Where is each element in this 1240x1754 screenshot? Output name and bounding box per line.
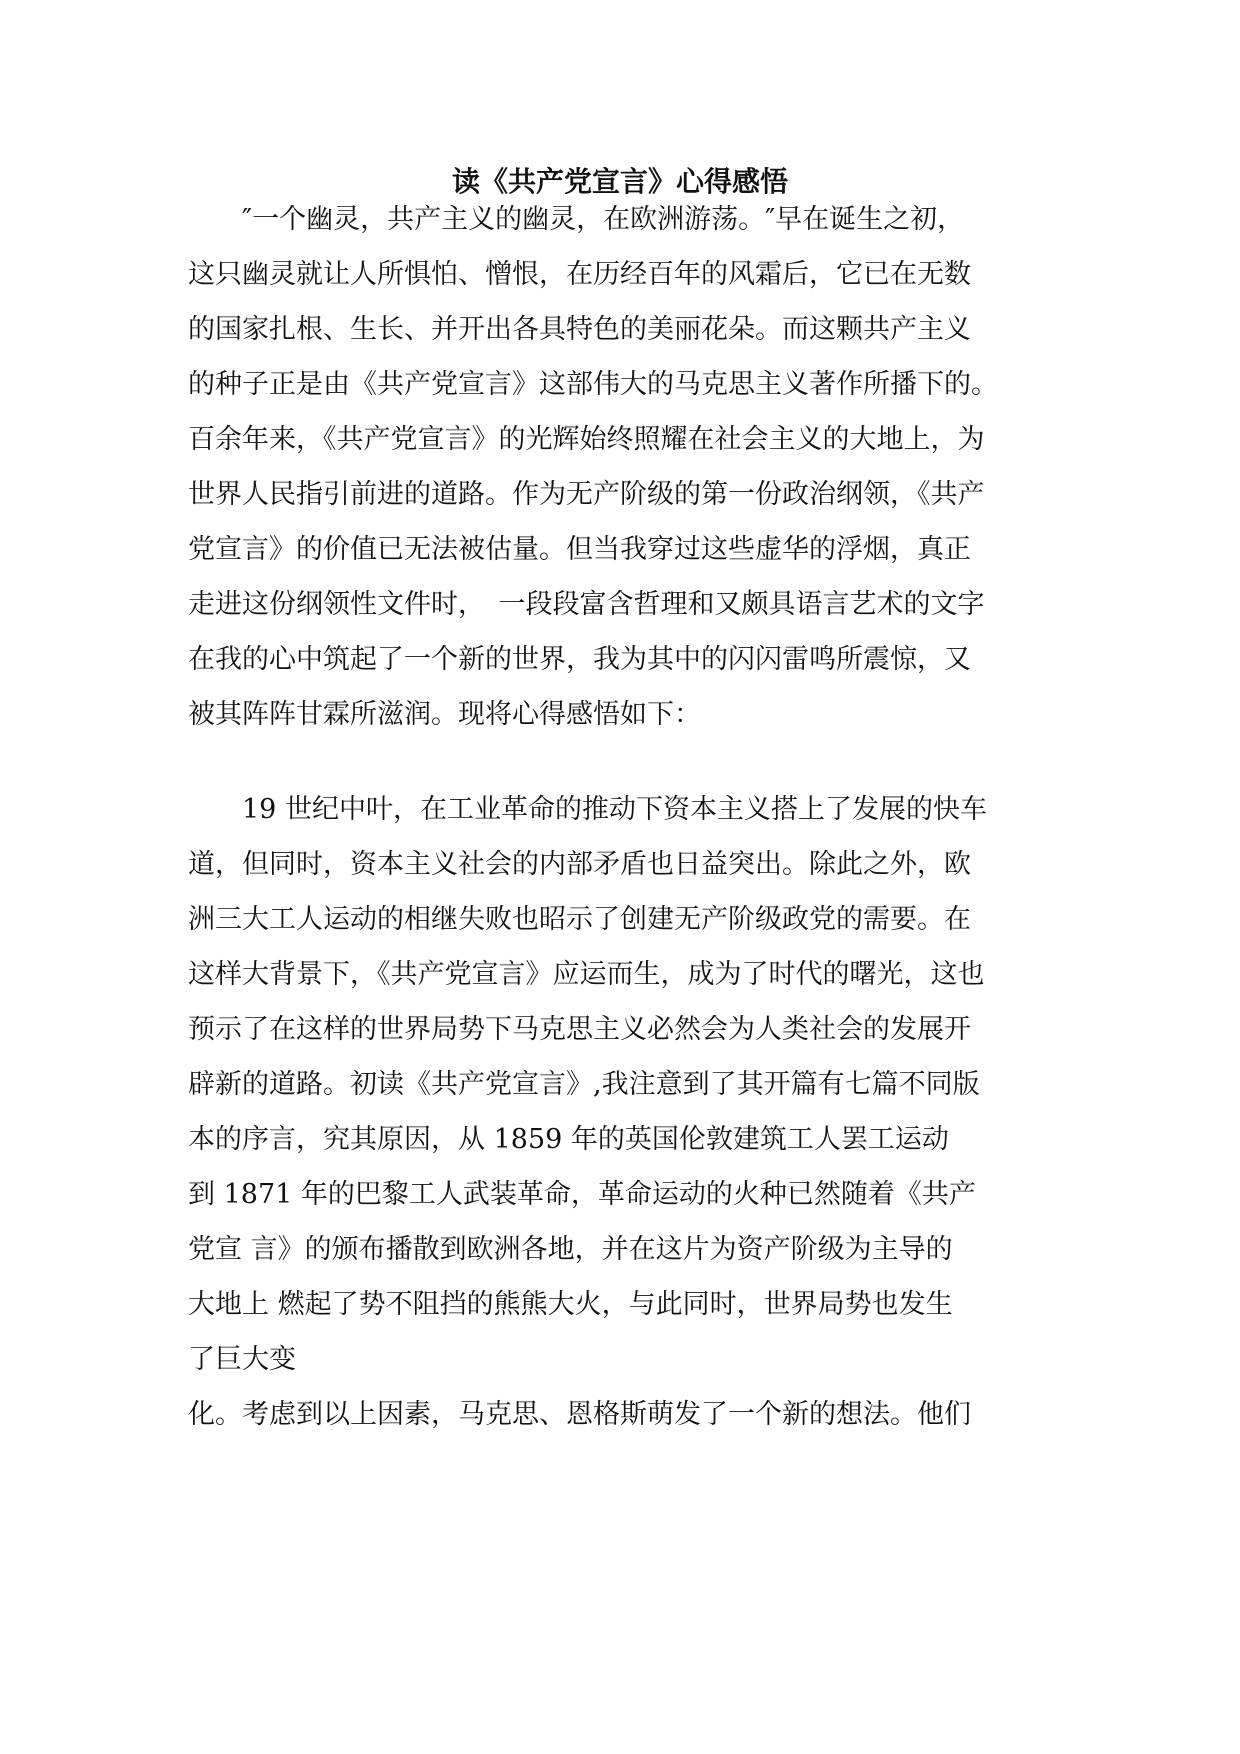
text-line: ″一个幽灵，共产主义的幽灵，在欧洲游荡。″早在诞生之初， xyxy=(242,204,965,235)
text-line: 党宣言》的价值已无法被估量。但当我穿过这些虚华的浮烟，真正 xyxy=(188,534,971,565)
text-line: 洲三大工人运动的相继失败也昭示了创建无产阶级政党的需要。在 xyxy=(188,904,971,935)
text-line: 化。考虑到以上因素，马克思、恩格斯萌发了一个新的想法。他们 xyxy=(188,1399,971,1430)
text-line: 这样大背景下，《共产党宣言》应运而生，成为了时代的曙光，这也 xyxy=(188,959,985,990)
text-line: 的种子正是由《共产党宣言》这部伟大的马克思主义著作所播下的。 xyxy=(188,369,998,400)
paragraph-1 xyxy=(188,192,1068,742)
text-line: 走进这份纲领性文件时， 一段段富含哲理和又颇具语言艺术的文字 xyxy=(188,589,985,620)
paragraph-2 xyxy=(188,782,1068,1442)
text-line: 19 世纪中叶，在工业革命的推动下资本主义搭上了发展的快车 xyxy=(242,794,987,825)
text-line: 党宣 言》的颁布播散到欧洲各地，并在这片为资产阶级为主导的 xyxy=(188,1234,953,1265)
text-line: 百余年来，《共产党宣言》的光辉始终照耀在社会主义的大地上，为 xyxy=(188,424,985,455)
text-line: 在我的心中筑起了一个新的世界，我为其中的闪闪雷鸣所震惊，又 xyxy=(188,644,971,675)
text-line: 道，但同时，资本主义社会的内部矛盾也日益突出。除此之外，欧 xyxy=(188,849,971,880)
text-line: 辟新的道路。初读《共产党宣言》,我注意到了其开篇有七篇不同版 xyxy=(188,1069,980,1100)
text-line: 被其阵阵甘霖所滋润。现将心得感悟如下： xyxy=(188,699,701,730)
text-line: 预示了在这样的世界局势下马克思主义必然会为人类社会的发展开 xyxy=(188,1014,971,1045)
text-line: 世界人民指引前进的道路。作为无产阶级的第一份政治纲领，《共产 xyxy=(188,479,985,510)
document-title: 读《共产党宣言》心得感悟 xyxy=(451,165,788,198)
text-line: 这只幽灵就让人所惧怕、憎恨，在历经百年的风霜后，它已在无数 xyxy=(188,259,971,290)
text-line: 到 1871 年的巴黎工人武装革命，革命运动的火种已然随着《共产 xyxy=(188,1179,976,1210)
text-line: 了巨大变 xyxy=(188,1344,296,1375)
text-line: 大地上 燃起了势不阻挡的熊熊大火，与此同时，世界局势也发生 xyxy=(188,1289,953,1320)
text-line: 的国家扎根、生长、并开出各具特色的美丽花朵。而这颗共产主义 xyxy=(188,314,971,345)
text-line: 本的序言，究其原因，从 1859 年的英国伦敦建筑工人罢工运动 xyxy=(188,1124,949,1155)
